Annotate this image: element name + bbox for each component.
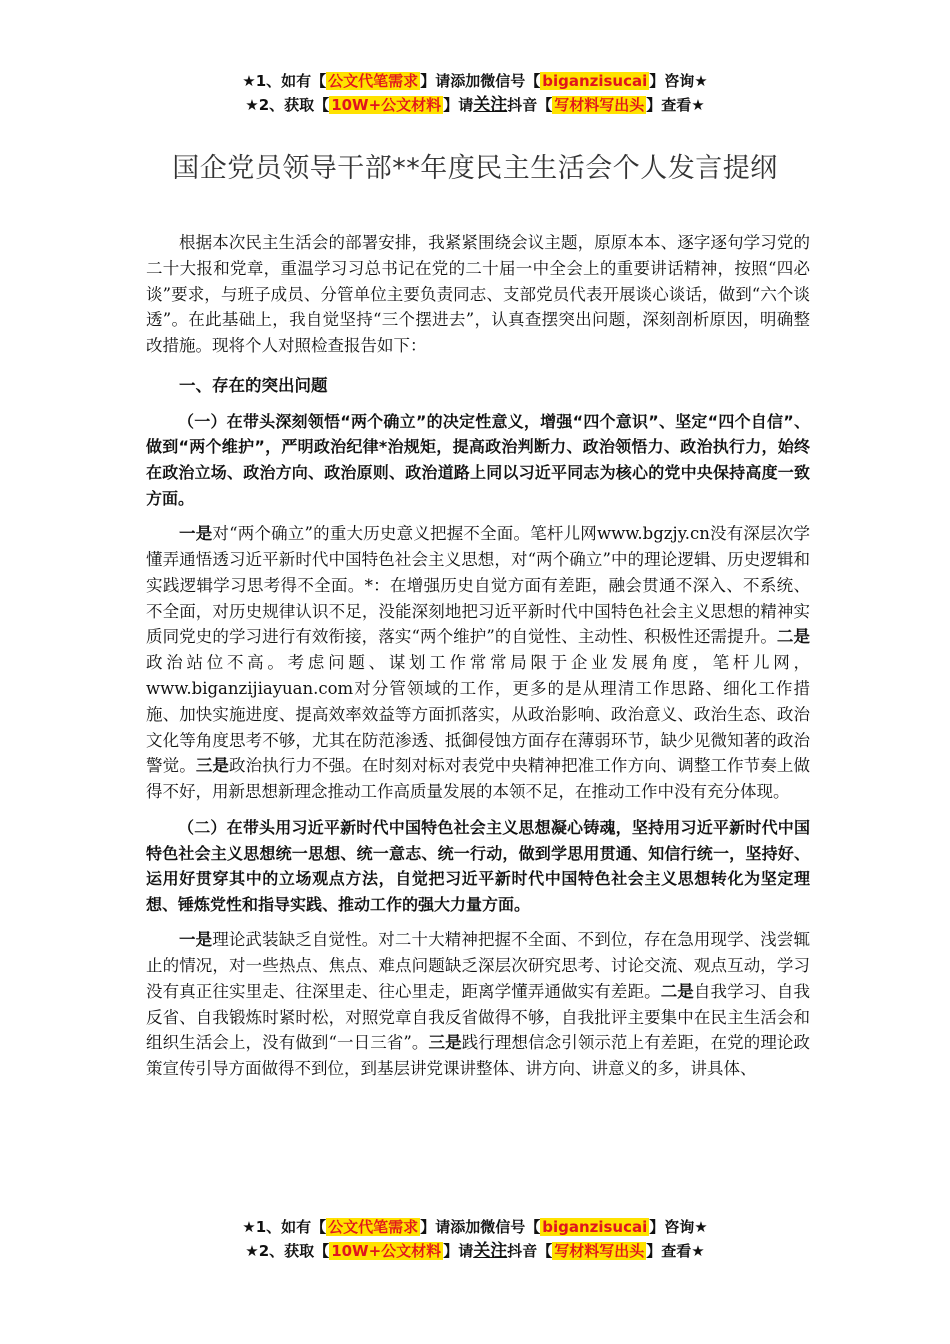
highlight-service: 公文代笔需求 (328, 1218, 419, 1236)
promo-line-1: ★1、如有【 公文代笔需求 】请添加微信号【 biganzisucai 】咨询★ (242, 72, 708, 90)
highlight-wechat-id: biganzisucai (542, 1218, 648, 1236)
subsection-heading-1: （一）在带头深刻领悟“两个确立”的决定性意义，增强“四个意识”、坚定“四个自信”、做到“两个维护”，严明政治纪律*治规矩，提高政治判断力、政治领悟力、政治执行力，始终在政治立场、政治方向、政治原则、政治道路上同以习近平同志为核心的党中央保持高度一致方面。 (146, 411, 810, 508)
highlight-materials: 10W+公文材料 (331, 1242, 442, 1260)
subsection-heading-2: （二）在带头用习近平新时代中国特色社会主义思想凝心铸魂，坚持用习近平新时代中国特色社会主义思想统一思想、统一意志、统一行动，做到学思用贯通、知信行统一，坚持好、运用好贯穿其中的立场观点方法，自觉把习近平新时代中国特色社会主义思想转化为坚定理想、锤炼党性和指导实践、推动工作的强大力量方面。 (146, 817, 810, 914)
section-heading-1: 一、存在的突出问题 (179, 375, 328, 395)
promo-line-2: ★2、获取【 10W+公文材料 】请关注抖音【 写材料写出头 】查看★ (245, 95, 705, 115)
highlight-douyin: 写材料写出头 (554, 96, 645, 114)
document-body (146, 230, 810, 1082)
promo-line-2-bottom: ★2、获取【 10W+公文材料 】请关注抖音【 写材料写出头 】查看★ (245, 1241, 705, 1261)
intro-paragraph: 根据本次民主生活会的部署安排，我紧紧围绕会议主题，原原本本、逐字逐句学习党的二十大报和党章，重温学习习总书记在党的二十届一中全会上的重要讲话精神，按照“四必谈”要求，与班子成员、分管单位主要负责同志、支部党员代表开展谈心谈话，做到“六个谈透”。在此基础上，我自觉坚持“三个摆进去”，认真查摆突出问题，深刻剖析原因，明确整改措施。现将个人对照检查报告如下： (146, 233, 810, 356)
promo-banner-bottom (0, 1215, 950, 1263)
highlight-douyin: 写材料写出头 (554, 1242, 645, 1260)
promo-banner-top (0, 69, 950, 117)
highlight-materials: 10W+公文材料 (331, 96, 442, 114)
highlight-wechat-id: biganzisucai (542, 72, 648, 90)
subsection-1-paragraph: 一是对“两个确立”的重大历史意义把握不全面。笔杆儿网www.bgzjy.cn没有深层次学懂弄通悟透习近平新时代中国特色社会主义思想，对“两个确立”中的理论逻辑、历史逻辑和实践逻辑学习思考得不全面。*：在增强历史自觉方面有差距，融会贯通不深入、不系统、不全面，对历史规律认识不足，没能深刻地把习近平新时代中国特色社会主义思想的精神实质同党史的学习进行有效衔接，落实“两个维护”的自觉性、主动性、积极性还需提升。二是政治站位不高。考虑问题、谋划工作常常局限于企业发展角度，笔杆儿网，www.biganzijiayuan.com对分管领域的工作，更多的是从理清工作思路、细化工作措施、加快实施进度、提高效率效益等方面抓落实，从政治影响、政治意义、政治生态、政治文化等角度思考不够，尤其在防范渗透、抵御侵蚀方面存在薄弱环节，缺少见微知著的政治警觉。三是政治执行力不强。在时刻对标对表党中央精神把准工作方向、调整工作节奏上做得不好，用新思想新理念推动工作高质量发展的本领不足，在推动工作中没有充分体现。 (146, 524, 811, 802)
document-title: 国企党员领导干部**年度民主生活会个人发言提纲 (172, 153, 778, 184)
subsection-2-paragraph: 一是理论武装缺乏自觉性。对二十大精神把握不全面、不到位，存在急用现学、浅尝辄止的情况，对一些热点、焦点、难点问题缺乏深层次研究思考、讨论交流、观点互动，学习没有真正往实里走、往深里走、往心里走，距离学懂弄通做实有差距。二是自我学习、自我反省、自我锻炼时紧时松，对照党章自我反省做得不够，自我批评主要集中在民主生活会和组织生活会上，没有做到“一日三省”。三是践行理想信念引领示范上有差距，在党的理论政策宣传引导方面做得不到位，到基层讲党课讲整体、讲方向、讲意义的多，讲具体、 (146, 930, 811, 1079)
promo-line-1-bottom: ★1、如有【 公文代笔需求 】请添加微信号【 biganzisucai 】咨询★ (242, 1218, 708, 1236)
highlight-service: 公文代笔需求 (328, 72, 419, 90)
